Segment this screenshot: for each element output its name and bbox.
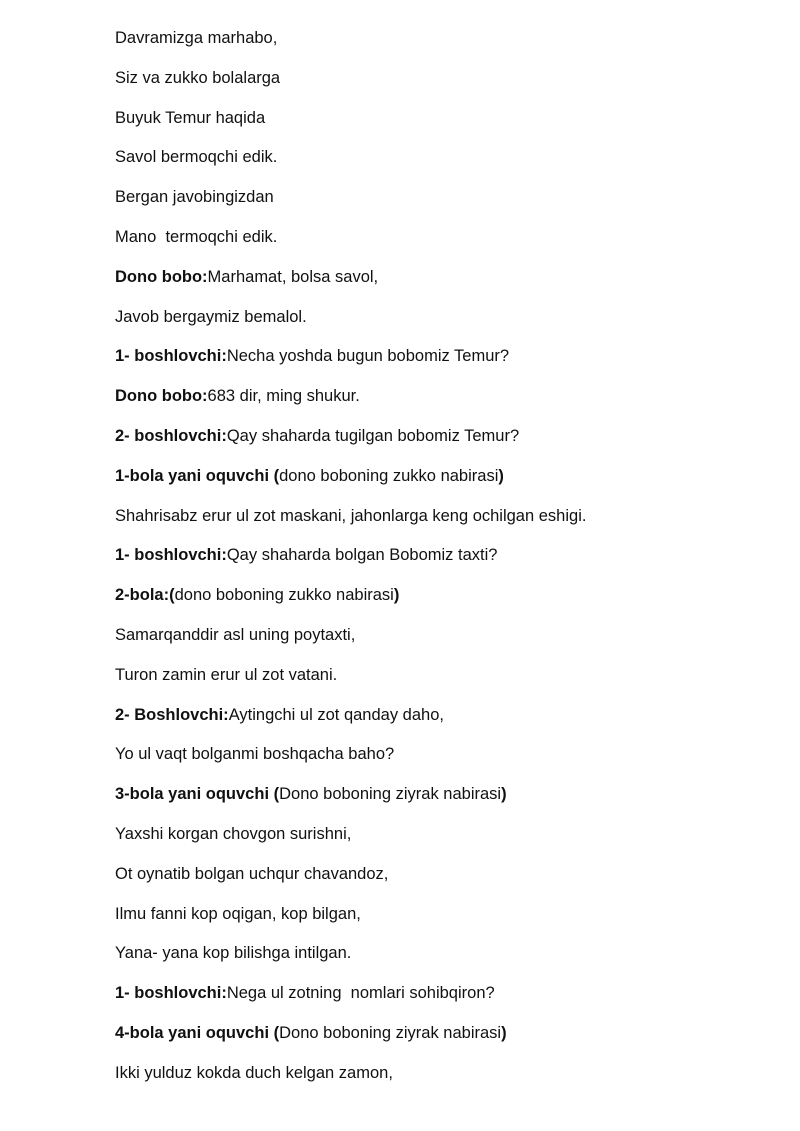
speaker-label: 1-bola yani oquvchi (	[115, 466, 280, 485]
speaker-label: 1- boshlovchi:	[115, 546, 227, 565]
text-line	[115, 1062, 755, 1102]
line-text: Dono boboning ziyrak nabirasi	[279, 785, 502, 804]
line-text: Bergan javobingizdan	[115, 188, 274, 207]
line-text: Yana- yana kop bilishga intilgan.	[115, 944, 352, 963]
text-line	[115, 823, 755, 863]
line-text: Shahrisabz erur ul zot maskani, jahonlarga keng ochilgan eshigi.	[115, 506, 587, 525]
line-text: Ilmu fanni kop oqigan, kop bilgan,	[115, 904, 361, 923]
document-body	[115, 27, 755, 1102]
speaker-label: 3-bola yani oquvchi (	[115, 785, 280, 804]
text-line	[115, 226, 755, 266]
speaker-label: 2- Boshlovchi:	[115, 705, 229, 724]
text-line	[115, 584, 755, 624]
text-line	[115, 425, 755, 465]
speaker-label: Dono bobo:	[115, 267, 208, 286]
text-line	[115, 345, 755, 385]
line-text: Aytingchi ul zot qanday daho,	[228, 705, 444, 724]
text-line	[115, 704, 755, 744]
line-text: Samarqanddir asl uning poytaxti,	[115, 625, 356, 644]
text-line	[115, 863, 755, 903]
line-text: Buyuk Temur haqida	[115, 108, 266, 127]
line-text: Qay shaharda bolgan Bobomiz taxti?	[226, 546, 498, 565]
text-line	[115, 1022, 755, 1062]
text-line	[115, 146, 755, 186]
line-tail: )	[498, 466, 504, 485]
text-line	[115, 903, 755, 943]
line-text: Javob bergaymiz bemalol.	[115, 307, 307, 326]
speaker-label: 1- boshlovchi:	[115, 984, 227, 1003]
line-tail: )	[501, 785, 507, 804]
line-text: Siz va zukko bolalarga	[115, 68, 281, 87]
speaker-label: 4-bola yani oquvchi (	[115, 1023, 280, 1042]
line-text: Necha yoshda bugun bobomiz Temur?	[226, 347, 510, 366]
text-line	[115, 942, 755, 982]
line-text: dono boboning zukko nabirasi	[174, 586, 394, 605]
text-line	[115, 385, 755, 425]
text-line	[115, 624, 755, 664]
line-text: Qay shaharda tugilgan bobomiz Temur?	[226, 426, 520, 445]
text-line	[115, 67, 755, 107]
speaker-label: 2-bola:(	[115, 586, 175, 605]
text-line	[115, 306, 755, 346]
text-line	[115, 743, 755, 783]
line-tail: )	[393, 586, 400, 605]
text-line	[115, 783, 755, 823]
text-line	[115, 505, 755, 545]
line-text: Ikki yulduz kokda duch kelgan zamon,	[115, 1063, 393, 1082]
text-line	[115, 465, 755, 505]
text-line	[115, 544, 755, 584]
line-text: Marhamat, bolsa savol,	[207, 267, 379, 286]
text-line	[115, 27, 755, 67]
line-text: dono boboning zukko nabirasi	[279, 466, 499, 485]
line-text: Yaxshi korgan chovgon surishni,	[115, 824, 352, 843]
speaker-label: 1- boshlovchi:	[115, 347, 227, 366]
line-text: Nega ul zotning nomlari sohibqiron?	[226, 984, 495, 1003]
line-text: Mano termoqchi edik.	[115, 227, 278, 246]
text-line	[115, 107, 755, 147]
speaker-label: 2- boshlovchi:	[115, 426, 227, 445]
text-line	[115, 266, 755, 306]
text-line	[115, 186, 755, 226]
speaker-label: Dono bobo:	[115, 387, 208, 406]
text-line	[115, 982, 755, 1022]
line-text: Davramizga marhabo,	[115, 29, 278, 47]
text-line	[115, 664, 755, 704]
line-text: 683 dir, ming shukur.	[207, 387, 360, 406]
line-text: Ot oynatib bolgan uchqur chavandoz,	[115, 864, 389, 883]
line-text: Yo ul vaqt bolganmi boshqacha baho?	[115, 745, 395, 764]
line-text: Turon zamin erur ul zot vatani.	[115, 665, 338, 684]
line-text: Dono boboning ziyrak nabirasi	[279, 1023, 502, 1042]
line-text: Savol bermoqchi edik.	[115, 148, 278, 167]
line-tail: )	[501, 1023, 507, 1042]
